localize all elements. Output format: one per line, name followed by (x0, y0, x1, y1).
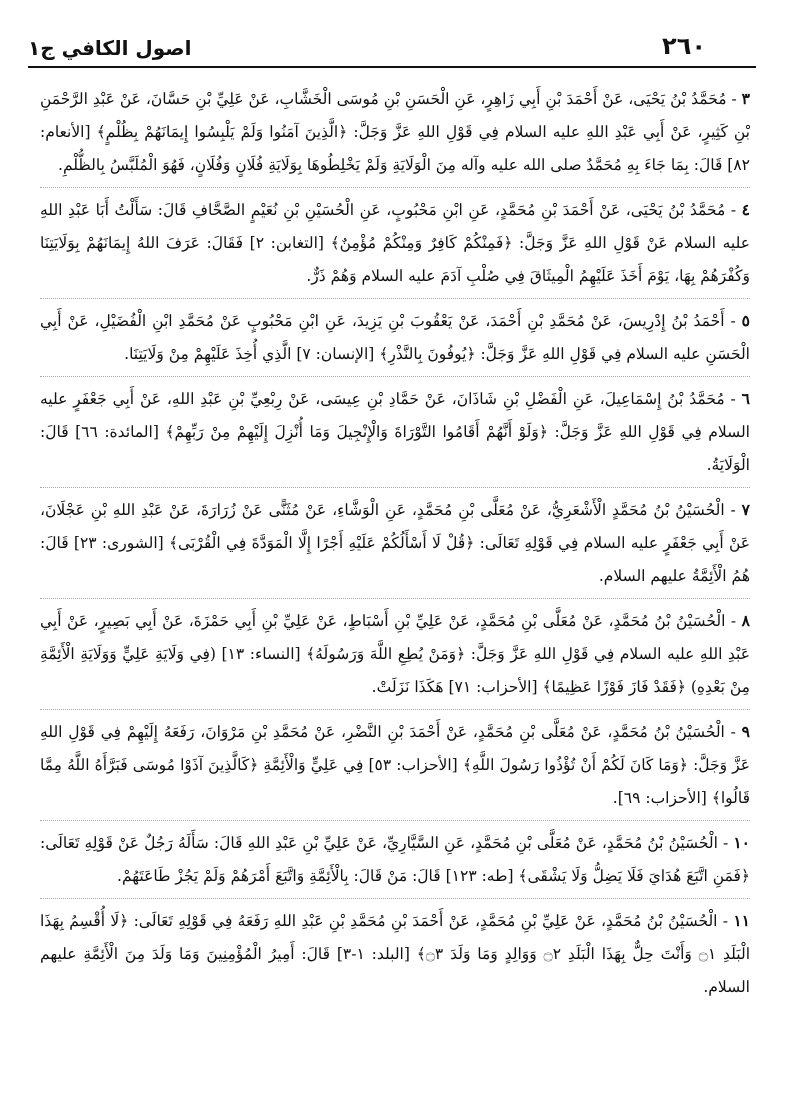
header-divider (28, 66, 756, 68)
hadith-number: ٥ (741, 311, 750, 330)
hadith-5 (40, 304, 750, 377)
hadith-number: ٨ (741, 611, 750, 630)
hadith-text: - مُحَمَّدُ بْنُ إِسْمَاعِيلَ، عَنِ الْفَضْلِ بْنِ شَاذَانَ، عَنْ حَمَّادِ بْنِ عِيسَى، عَنْ رِبْعِيِّ بْنِ عَبْدِ اللهِ، عَنْ أَبِي جَعْفَرٍ عليه السلام فِي قَوْلِ اللهِ عَزَّ وَجَلَّ: ﴿وَلَوْ أَنَّهُمْ أَقَامُوا التَّوْرَاةَ وَالْإِنْجِيلَ وَمَا أُنْزِلَ إِلَيْهِمْ مِنْ رَبِّهِمْ﴾ [المائدة: ٦٦] قَالَ: الْوَلَايَةُ. (40, 390, 750, 474)
page-header (28, 28, 756, 68)
hadith-text: - مُحَمَّدُ بْنُ يَحْيَى، عَنْ أَحْمَدَ بْنِ أَبِي زَاهِرٍ، عَنِ الْحَسَنِ بْنِ مُوسَى الْخَشَّابِ، عَنْ عَلِيِّ بْنِ حَسَّانَ، عَنْ عَبْدِ الرَّحْمَنِ بْنِ كَثِيرٍ، عَنْ أَبِي عَبْدِ اللهِ عليه السلام فِي قَوْلِ اللهِ عَزَّ وَجَلَّ: ﴿الَّذِينَ آمَنُوا وَلَمْ يَلْبِسُوا إِيمَانَهُمْ بِظُلْمٍ﴾ [الأنعام: ٨٢] قَالَ: بِمَا جَاءَ بِهِ مُحَمَّدٌ صلى الله عليه وآله مِنَ الْوَلَايَةِ وَلَمْ يَخْلِطُوهَا بِوَلَايَةِ فُلَانٍ وَفُلَانٍ، فَهُوَ الْمُلَبَّسُ بِالظُّلْمِ. (40, 90, 750, 174)
hadith-number: ١٠ (733, 833, 750, 852)
hadith-number: ٤ (741, 200, 750, 219)
hadith-text: - الْحُسَيْنُ بْنُ مُحَمَّدٍ، عَنْ مُعَلَّى بْنِ مُحَمَّدٍ، عَنِ السَّيَّارِيِّ، عَنْ عَلِيِّ بْنِ عَبْدِ اللهِ قَالَ: سَأَلَهُ رَجُلٌ عَنْ قَوْلِهِ تَعَالَى: ﴿فَمَنِ اتَّبَعَ هُدَايَ فَلَا يَضِلُّ وَلَا يَشْقَى﴾ [طه: ١٢٣] قَالَ: مَنْ قَالَ: بِالْأَئِمَّةِ وَاتَّبَعَ أَمْرَهُمْ وَلَمْ يَجُزْ طَاعَتَهُمْ. (40, 834, 750, 885)
page-body (40, 82, 750, 1014)
book-title: اصول الكافي ج١ (28, 36, 192, 60)
hadith-number: ٧ (741, 500, 750, 519)
hadith-text: - الْحُسَيْنُ بْنُ مُحَمَّدٍ الْأَشْعَرِيُّ، عَنْ مُعَلَّى بْنِ مُحَمَّدٍ، عَنِ الْوَشَّاءِ، عَنْ مُثَنًّى عَنْ زُرَارَةَ، عَنْ عَبْدِ اللهِ بْنِ عَجْلَانَ، عَنْ أَبِي جَعْفَرٍ عليه السلام فِي قَوْلِهِ تَعَالَى: ﴿قُلْ لَا أَسْأَلُكُمْ عَلَيْهِ أَجْرًا إِلَّا الْمَوَدَّةَ فِي الْقُرْبَى﴾ [الشورى: ٢٣] قَالَ: هُمُ الْأَئِمَّةُ عليهم السلام. (40, 501, 751, 585)
hadith-text: - الْحُسَيْنُ بْنُ مُحَمَّدٍ، عَنْ مُعَلَّى بْنِ مُحَمَّدٍ، عَنْ أَحْمَدَ بْنِ النَّضْرِ، عَنْ مُحَمَّدِ بْنِ مَرْوَانَ، رَفَعَهُ إِلَيْهِمْ فِي قَوْلِ اللهِ عَزَّ وَجَلَّ: ﴿وَمَا كَانَ لَكُمْ أَنْ تُؤْذُوا رَسُولَ اللَّهِ﴾ [الأحزاب: ٥٣] فِي عَلِيٍّ وَالْأَئِمَّةِ ﴿كَالَّذِينَ آذَوْا مُوسَى فَبَرَّأَهُ اللَّهُ مِمَّا قَالُوا﴾ [الأحزاب: ٦٩]. (40, 723, 750, 807)
page-number: ٢٦٠ (662, 32, 706, 60)
hadith-number: ٩ (741, 722, 750, 741)
hadith-6 (40, 382, 750, 488)
hadith-number: ٣ (741, 89, 750, 108)
hadith-8 (40, 604, 750, 710)
hadith-text: - مُحَمَّدُ بْنُ يَحْيَى، عَنْ أَحْمَدَ بْنِ مُحَمَّدٍ، عَنِ ابْنِ مَحْبُوبٍ، عَنِ الْحُسَيْنِ بْنِ نُعَيْمٍ الصَّحَّافِ قَالَ: سَأَلْتُ أَبَا عَبْدِ اللهِ عليه السلام عَنْ قَوْلِ اللهِ عَزَّ وَجَلَّ: ﴿فَمِنْكُمْ كَافِرٌ وَمِنْكُمْ مُؤْمِنٌ﴾ [التغابن: ٢] فَقَالَ: عَرَفَ اللهُ إِيمَانَهُمْ بِوَلَايَتِنَا وَكُفْرَهُمْ بِهَا، يَوْمَ أَخَذَ عَلَيْهِمُ الْمِيثَاقَ فِي صُلْبِ آدَمَ عليه السلام وَهُمْ ذَرٌّ. (40, 201, 750, 285)
hadith-3 (40, 82, 750, 188)
hadith-4 (40, 193, 750, 299)
hadith-text: - الْحُسَيْنُ بْنُ مُحَمَّدٍ، عَنْ مُعَلَّى بْنِ مُحَمَّدٍ، عَنْ عَلِيِّ بْنِ أَسْبَاطٍ، عَنْ عَلِيِّ بْنِ أَبِي حَمْزَةَ، عَنْ أَبِي بَصِيرٍ، عَنْ أَبِي عَبْدِ اللهِ عليه السلام فِي قَوْلِ اللهِ عَزَّ وَجَلَّ: ﴿وَمَنْ يُطِعِ اللَّهَ وَرَسُولَهُ﴾ [النساء: ١٣] (فِي وَلَايَةِ عَلِيٍّ وَوَلَايَةِ الْأَئِمَّةِ مِنْ بَعْدِهِ) ﴿فَقَدْ فَازَ فَوْزًا عَظِيمًا﴾ [الأحزاب: ٧١] هَكَذَا نَزَلَتْ. (40, 612, 750, 696)
hadith-number: ٦ (741, 389, 750, 408)
hadith-9 (40, 715, 750, 821)
hadith-10 (40, 826, 750, 899)
hadith-11 (40, 904, 750, 1009)
hadith-text: - الْحُسَيْنُ بْنُ مُحَمَّدٍ، عَنْ عَلِيِّ بْنِ مُحَمَّدٍ، عَنْ أَحْمَدَ بْنِ مُحَمَّدِ بْنِ عَبْدِ اللهِ رَفَعَهُ فِي قَوْلِهِ تَعَالَى: ﴿لَا أُقْسِمُ بِهَذَا الْبَلَدِ ۝١ وَأَنْتَ حِلٌّ بِهَذَا الْبَلَدِ ۝٢ وَوَالِدٍ وَمَا وَلَدَ ۝٣﴾ [البلد: ١-٣] قَالَ: أَمِيرُ الْمُؤْمِنِينَ وَمَا وَلَدَ مِنَ الْأَئِمَّةِ عليهم السلام. (40, 912, 751, 996)
hadith-number: ١١ (733, 911, 750, 930)
hadith-7 (40, 493, 750, 599)
hadith-text: - أَحْمَدُ بْنُ إِدْرِيسَ، عَنْ مُحَمَّدِ بْنِ أَحْمَدَ، عَنْ يَعْقُوبَ بْنِ يَزِيدَ، عَنِ ابْنِ مَحْبُوبٍ عَنْ مُحَمَّدِ ابْنِ الْفُضَيْلِ، عَنْ أَبِي الْحَسَنِ عليه السلام فِي قَوْلِ اللهِ عَزَّ وَجَلَّ: ﴿يُوفُونَ بِالنَّذْرِ﴾ [الإنسان: ٧] الَّذِي أُخِذَ عَلَيْهِمْ مِنْ وَلَايَتِنَا. (40, 312, 750, 363)
